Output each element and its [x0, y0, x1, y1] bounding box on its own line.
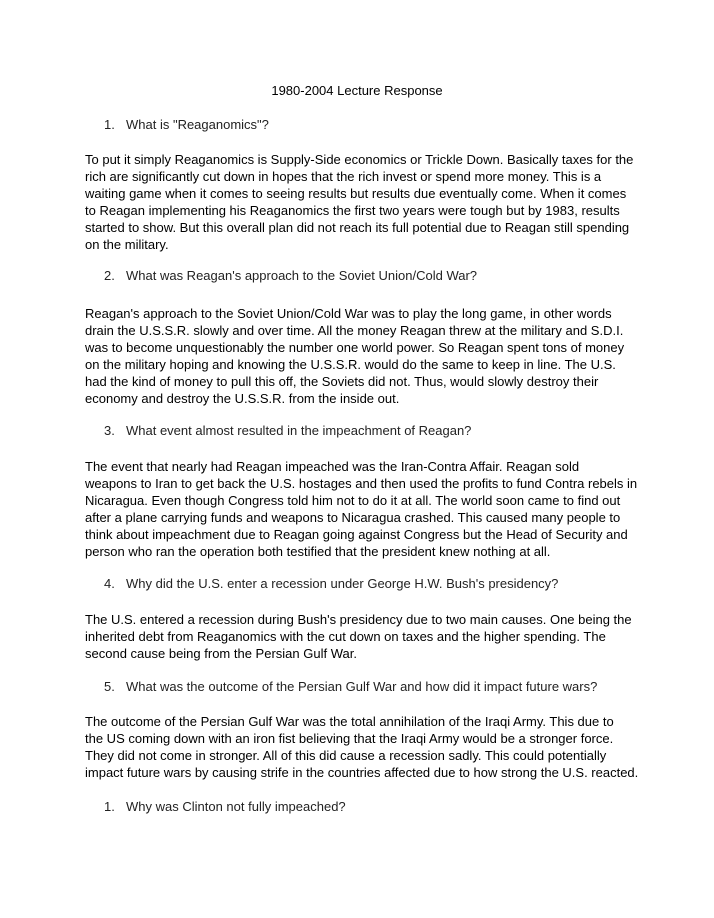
answer-2 [85, 305, 645, 407]
question-6 [104, 799, 346, 815]
answer-line: inherited debt from Reaganomics with the cut down on taxes and the higher spending. The [85, 629, 606, 644]
document-title: 1980-2004 Lecture Response [271, 83, 443, 98]
question-number: 1. [104, 117, 115, 132]
question-5 [104, 679, 597, 695]
answer-line: on the military hoping and knowing the U.S.S.R. would do the same to keep in line. The U.S. [85, 357, 616, 372]
answer-line: to Reagan implementing his Reaganomics the first two years were tough but by 1983, results [85, 203, 620, 218]
answer-line: was to become unquestionably the number one world power. So Reagan spent tons of money [85, 340, 625, 355]
question-number: 1. [104, 799, 115, 814]
question-3 [104, 423, 471, 439]
answer-line: weapons to Iran to get back the U.S. hostages and then used the profits to fund Contra rebels in [85, 476, 638, 491]
question-2 [104, 268, 477, 284]
question-number: 3. [104, 423, 115, 438]
answer-3 [85, 458, 645, 560]
answer-line: on the military. [85, 237, 169, 252]
answer-line: impact future wars by causing strife in the countries affected due to how strong the U.S. reacted. [85, 765, 639, 780]
question-1 [104, 117, 269, 133]
answer-1 [85, 151, 645, 253]
answer-line: The event that nearly had Reagan impeached was the Iran-Contra Affair. Reagan sold [85, 459, 580, 474]
question-text: What event almost resulted in the impeachment of Reagan? [126, 423, 472, 438]
question-number: 4. [104, 576, 115, 591]
answer-line: drain the U.S.S.R. slowly and over time. All the money Reagan threw at the military and S.D.I. [85, 323, 624, 338]
answer-line: person who ran the operation both testified that the president knew nothing at all. [85, 544, 551, 559]
answer-5 [85, 713, 645, 781]
question-text: Why did the U.S. enter a recession under George H.W. Bush's presidency? [126, 576, 559, 591]
answer-line: To put it simply Reaganomics is Supply-Side economics or Trickle Down. Basically taxes for the [85, 152, 634, 167]
question-text: What was Reagan's approach to the Soviet Union/Cold War? [126, 268, 478, 283]
answer-line: The U.S. entered a recession during Bush's presidency due to two main causes. One being the [85, 612, 632, 627]
answer-line: started to show. But this overall plan did not reach its full potential due to Reagan still spending [85, 220, 630, 235]
answer-line: The outcome of the Persian Gulf War was the total annihilation of the Iraqi Army. This due to [85, 714, 614, 729]
answer-line: Nicaragua. Even though Congress told him not to do it at all. The world soon came to find out [85, 493, 621, 508]
answer-line: second cause being from the Persian Gulf War. [85, 646, 357, 661]
question-4 [104, 576, 558, 592]
answer-line: think about impeachment due to Reagan going against Congress but the Head of Security and [85, 527, 628, 542]
answer-line: economy and destroy the U.S.S.R. from the inside out. [85, 391, 400, 406]
question-text: What was the outcome of the Persian Gulf War and how did it impact future wars? [126, 679, 598, 694]
answer-line: had the kind of money to pull this off, the Soviets did not. Thus, would slowly destroy their [85, 374, 599, 389]
question-number: 2. [104, 268, 115, 283]
answer-4 [85, 611, 645, 662]
question-text: What is "Reaganomics"? [126, 117, 269, 132]
answer-line: rich are significantly cut down in hopes that the rich invest or spend more money. This is a [85, 169, 602, 184]
question-number: 5. [104, 679, 115, 694]
answer-line: They did not come in stronger. All of this did cause a recession sadly. This could potentially [85, 748, 607, 763]
answer-line: Reagan's approach to the Soviet Union/Cold War was to play the long game, in other words [85, 306, 612, 321]
answer-line: the US coming down with an iron fist believing that the Iraqi Army would be a stronger force. [85, 731, 614, 746]
answer-line: after a plane carrying funds and weapons to Nicaragua crashed. This caused many people to [85, 510, 621, 525]
question-text: Why was Clinton not fully impeached? [126, 799, 346, 814]
answer-line: waiting game when it comes to seeing results but results due eventually come. When it comes [85, 186, 627, 201]
